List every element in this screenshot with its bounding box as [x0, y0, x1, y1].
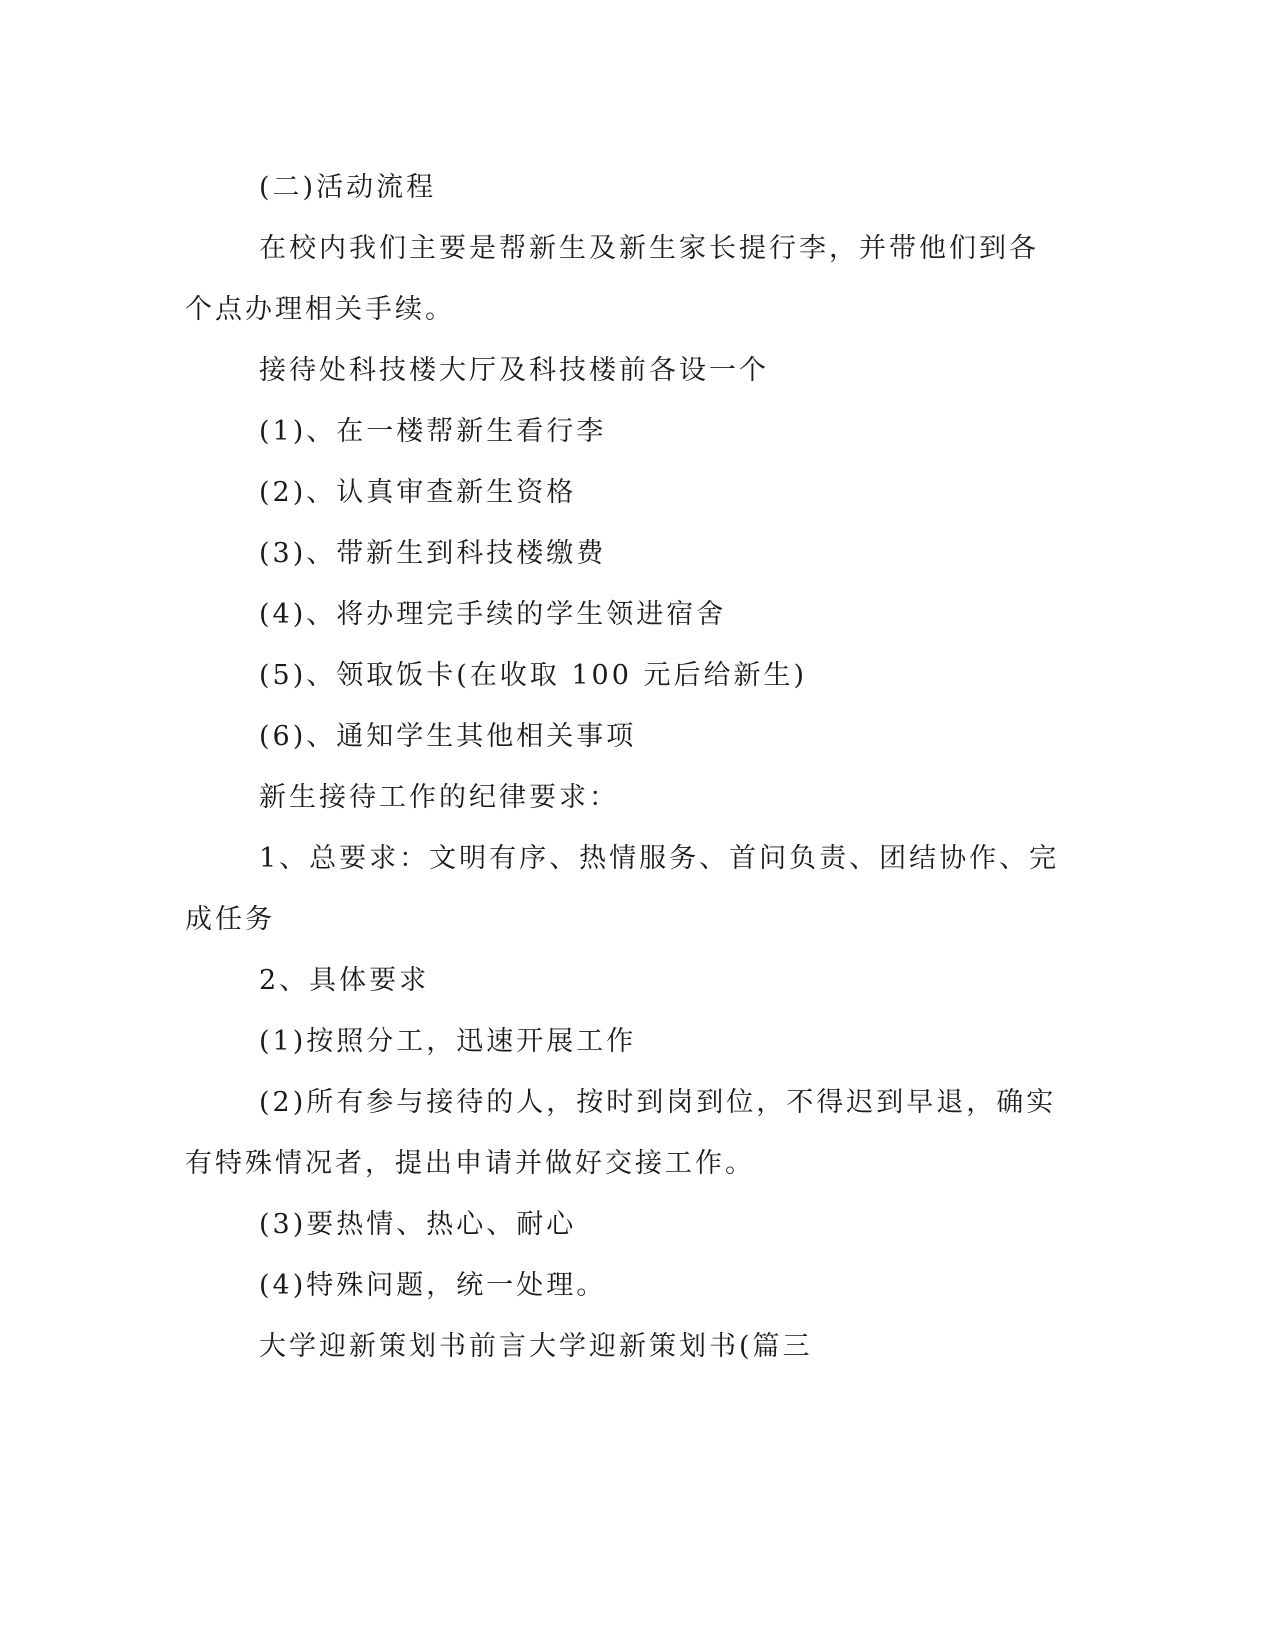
- paragraph-next-section-title: 大学迎新策划书前言大学迎新策划书(篇三: [259, 1331, 813, 1362]
- list-item-4: (4)、将办理完手续的学生领进宿舍: [259, 599, 727, 630]
- paragraph-discipline-heading: 新生接待工作的纪律要求：: [259, 782, 619, 813]
- list-item-2: (2)、认真审查新生资格: [259, 477, 577, 508]
- paragraph-specific-requirements: 2、具体要求: [259, 965, 430, 996]
- document-body: [185, 157, 1065, 1377]
- requirement-item-4: (4)特殊问题，统一处理。: [259, 1270, 607, 1301]
- list-item-1: (1)、在一楼帮新生看行李: [259, 416, 607, 447]
- list-item-5: (5)、领取饭卡(在收取 100 元后给新生): [259, 660, 808, 691]
- list-item-3: (3)、带新生到科技楼缴费: [259, 538, 607, 569]
- requirement-item-2: (2)所有参与接待的人，按时到岗到位，不得迟到早退，确实有特殊情况者，提出申请并做好交接工作。: [185, 1087, 1057, 1179]
- requirement-item-1: (1)按照分工，迅速开展工作: [259, 1026, 637, 1057]
- paragraph-general-requirement: 1、总要求：文明有序、热情服务、首问负责、团结协作、完成任务: [185, 843, 1060, 935]
- section-heading-activity-flow: (二)活动流程: [259, 172, 437, 203]
- requirement-item-3: (3)要热情、热心、耐心: [259, 1209, 577, 1240]
- paragraph-campus-help: 在校内我们主要是帮新生及新生家长提行李，并带他们到各个点办理相关手续。: [185, 233, 1039, 325]
- paragraph-reception-desk: 接待处科技楼大厅及科技楼前各设一个: [259, 355, 769, 386]
- list-item-6: (6)、通知学生其他相关事项: [259, 721, 637, 752]
